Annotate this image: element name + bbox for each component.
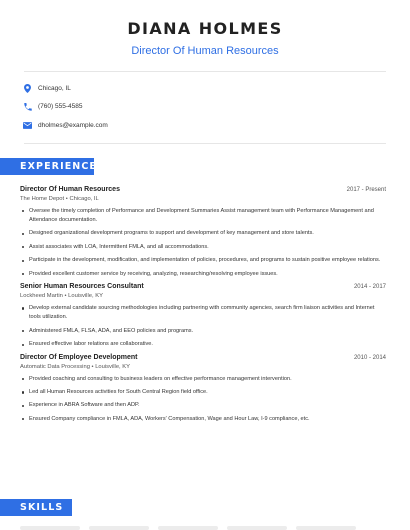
job-entry-1 xyxy=(0,283,410,350)
job-title: Director Of Employee Development xyxy=(20,353,138,361)
bullet-item: Experience in ABRA Software and then ADP. xyxy=(20,401,386,410)
job-location: Louisville, KY xyxy=(95,363,131,370)
experience-heading: EXPERIENCE xyxy=(0,158,94,175)
contact-location xyxy=(23,79,410,98)
contact-location-text: Chicago, IL xyxy=(38,84,71,92)
job-title: Senior Human Resources Consultant xyxy=(20,282,144,290)
contact-list xyxy=(0,72,410,143)
experience-section xyxy=(0,156,410,425)
contact-email-text: dholmes@example.com xyxy=(38,121,108,129)
job-location: Louisville, KY xyxy=(68,292,103,299)
separator-dot: • xyxy=(64,292,67,299)
bullet-item: Develop external candidate sourcing methodologies including partnering with community agencies, search firm liaison activities and Internet tools utilization. xyxy=(20,304,386,323)
email-icon xyxy=(23,121,32,130)
candidate-title: Director Of Human Resources xyxy=(131,45,279,57)
skill-chip xyxy=(89,526,149,530)
job-company: Automatic Data Processing xyxy=(20,363,90,370)
skill-chip xyxy=(227,526,287,530)
phone-icon xyxy=(23,102,32,111)
bullet-item: Designed organizational development programs to support and development of key management and store talents. xyxy=(20,229,386,238)
bullet-item: Participate in the development, modification, and implementation of policies, procedures, and programs to sustain positive employee relations. xyxy=(20,256,386,265)
job-entry-0 xyxy=(0,186,410,279)
skill-chip xyxy=(158,526,218,530)
contact-phone xyxy=(23,98,410,117)
contact-divider xyxy=(24,143,386,144)
job-company-line xyxy=(20,293,386,299)
job-entry-2 xyxy=(0,354,410,425)
separator-dot: • xyxy=(65,195,68,202)
job-date: 2017 - Present xyxy=(346,186,386,193)
bullet-item: Led all Human Resources activities for South Central Region field office. xyxy=(20,388,386,397)
bullet-item: Ensured Company compliance in FMLA, ADA, Workers' Compensation, Wage and Hour Law, I-9 compliance, etc. xyxy=(20,415,386,424)
separator-dot: • xyxy=(91,363,94,370)
skills-section xyxy=(0,497,72,516)
bullet-item: Oversee the timely completion of Performance and Development Summaries Assist management team with Performance Management and Attendance documentation. xyxy=(20,207,386,226)
candidate-name: DIANA HOLMES xyxy=(127,19,283,38)
contact-phone-text: (760) 555-4585 xyxy=(38,103,83,111)
bullet-item: Provided excellent customer service by receiving, analyzing, researching/resolving employee issues. xyxy=(20,270,386,279)
bullet-item: Assist associates with LOA, Intermittent FMLA, and all accommodations. xyxy=(20,243,386,252)
job-bullets xyxy=(20,375,386,425)
location-pin-icon xyxy=(23,84,32,93)
job-company-line xyxy=(20,364,386,370)
skills-chip-row xyxy=(20,526,356,530)
job-bullets xyxy=(20,207,386,279)
bullet-item: Administered FMLA, FLSA, ADA, and EEO policies and programs. xyxy=(20,327,386,336)
bullet-item: Ensured effective labor relations are collaborative. xyxy=(20,340,386,349)
contact-email xyxy=(23,116,410,135)
skill-chip xyxy=(20,526,80,530)
job-date: 2014 - 2017 xyxy=(353,283,386,290)
bullet-item: Provided coaching and consulting to business leaders on effective performance management intervention. xyxy=(20,375,386,384)
job-bullets xyxy=(20,304,386,350)
skills-heading: SKILLS xyxy=(0,499,72,516)
job-company: The Home Depot xyxy=(20,195,65,202)
job-company: Lockheed Martin xyxy=(20,292,63,299)
job-location: Chicago, IL xyxy=(69,195,99,202)
job-company-line xyxy=(20,196,386,202)
job-date: 2010 - 2014 xyxy=(353,354,386,361)
job-title: Director Of Human Resources xyxy=(20,185,120,193)
skill-chip xyxy=(296,526,356,530)
resume-header xyxy=(0,0,410,58)
